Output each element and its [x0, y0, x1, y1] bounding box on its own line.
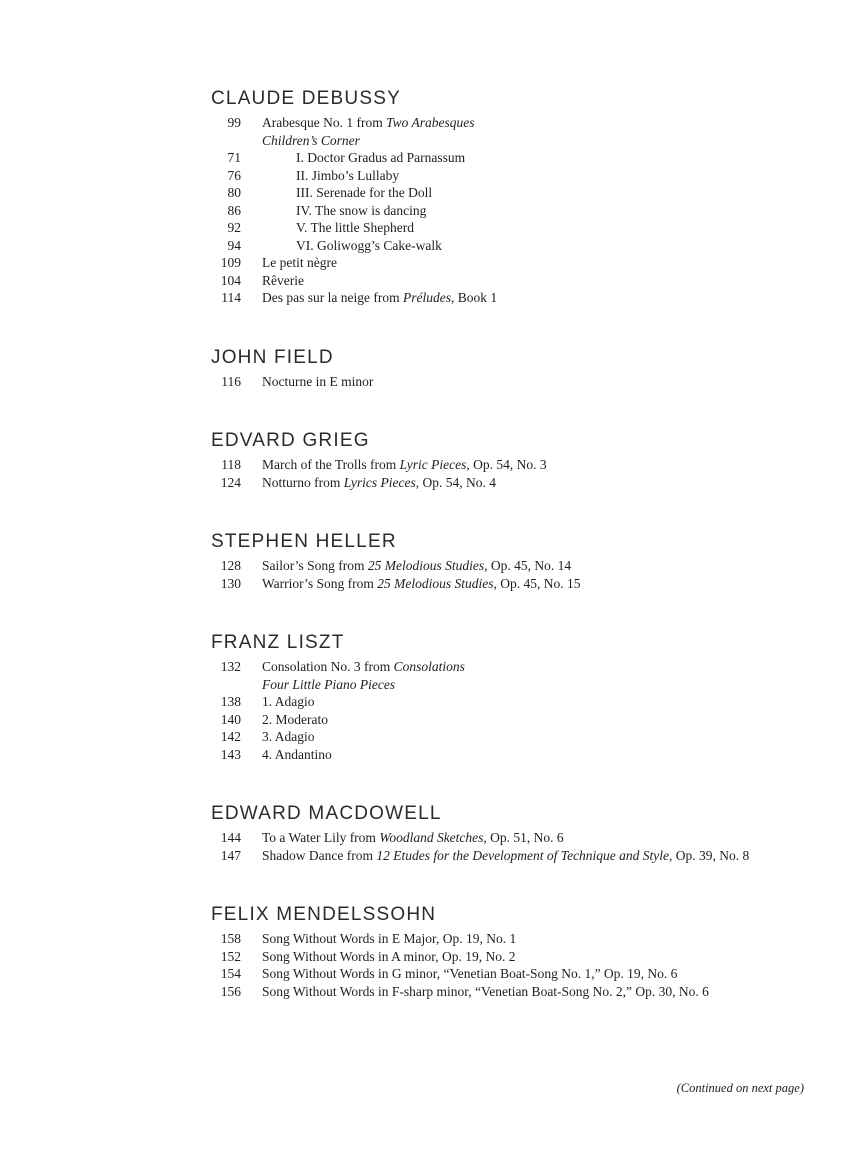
toc-sections	[211, 88, 806, 1000]
composer-section	[211, 88, 806, 307]
entry-title	[262, 693, 315, 711]
entry-title	[262, 237, 442, 255]
title-segment: 1. Adagio	[262, 694, 315, 709]
entry-page-number: 156	[220, 983, 241, 999]
entry-title	[262, 474, 496, 492]
toc-entry	[211, 658, 806, 676]
entry-title	[262, 676, 395, 694]
title-segment: Sailor’s Song from	[262, 558, 368, 573]
title-italic-segment: Lyrics Pieces	[343, 474, 416, 490]
composer-heading: STEPHEN HELLER	[211, 531, 397, 552]
toc-entry	[211, 373, 806, 391]
entry-page-number: 130	[220, 575, 241, 591]
entry-title	[262, 202, 426, 220]
toc-entry	[211, 167, 806, 185]
title-segment: Song Without Words in E Major, Op. 19, No. 1	[262, 931, 517, 946]
title-italic-segment: Four Little Piano Pieces	[262, 676, 396, 692]
entry-page-number: 76	[227, 167, 241, 183]
title-segment: II. Jimbo’s Lullaby	[296, 167, 400, 183]
entry-page-number: 140	[220, 711, 241, 727]
title-segment: , Book 1	[450, 290, 498, 305]
composer-section	[211, 347, 806, 391]
title-italic-segment: Lyric Pieces	[399, 457, 467, 472]
entry-title	[262, 132, 360, 150]
entry-page-number: 99	[227, 115, 241, 130]
title-segment: , Op. 45, No. 14	[484, 558, 572, 573]
toc-entry	[211, 132, 806, 150]
composer-heading: JOHN FIELD	[211, 346, 334, 368]
title-segment: , Op. 54, No. 3	[466, 457, 547, 472]
toc-entry	[211, 184, 806, 202]
entry-page-number: 138	[220, 694, 241, 709]
entry-page-number: 94	[227, 237, 241, 253]
entry-page-number: 71	[227, 150, 241, 165]
entry-title	[262, 219, 414, 237]
entry-title	[262, 575, 581, 593]
entry-title	[262, 930, 516, 948]
title-segment: Nocturne in E minor	[262, 373, 374, 389]
entry-page-number: 144	[220, 830, 241, 845]
entry-title	[262, 728, 315, 746]
title-italic-segment: 25 Melodious Studies	[367, 558, 485, 573]
entry-title	[262, 167, 399, 185]
toc-entry	[211, 983, 806, 1001]
title-italic-segment: Woodland Sketches	[379, 830, 484, 845]
toc-entry	[211, 930, 806, 948]
composer-section	[211, 904, 806, 1000]
toc-entry	[211, 847, 806, 865]
composer-section	[211, 803, 806, 864]
entry-title	[262, 149, 465, 167]
toc-entry	[211, 676, 806, 694]
entry-title	[262, 746, 332, 764]
entry-page-number: 80	[227, 185, 241, 200]
entry-page-number: 132	[220, 659, 241, 674]
entry-page-number: 104	[220, 272, 241, 288]
entry-title	[262, 373, 373, 391]
entry-title	[262, 272, 304, 290]
title-segment: , Op. 39, No. 8	[669, 847, 750, 863]
entry-page-number: 128	[220, 558, 241, 573]
entry-page-number: 109	[220, 255, 241, 270]
title-segment: March of the Trolls from	[262, 457, 400, 472]
toc-entry	[211, 948, 806, 966]
entry-page-number: 152	[220, 948, 241, 964]
title-segment: I. Doctor Gradus ad Parnassum	[296, 150, 466, 165]
entry-page-number: 118	[221, 457, 241, 472]
toc-entry	[211, 237, 806, 255]
continued-note: (Continued on next page)	[676, 1081, 804, 1095]
toc-entry	[211, 456, 806, 474]
toc-entry	[211, 728, 806, 746]
composer-heading: CLAUDE DEBUSSY	[211, 88, 401, 109]
title-segment: Arabesque No. 1 from	[262, 115, 387, 130]
toc-entry	[211, 965, 806, 983]
title-segment: Warrior’s Song from	[262, 575, 378, 591]
title-italic-segment: 12 Etudes for the Development of Technique and Style	[376, 847, 670, 863]
entry-page-number: 124	[220, 474, 241, 490]
title-italic-segment: 25 Melodious Studies	[377, 575, 494, 591]
entry-title	[262, 711, 328, 729]
title-segment: V. The little Shepherd	[296, 220, 414, 235]
composer-heading: EDWARD MACDOWELL	[211, 803, 442, 824]
toc-entry	[211, 219, 806, 237]
title-segment: Song Without Words in A minor, Op. 19, No. 2	[262, 948, 516, 964]
composer-section	[211, 632, 806, 763]
toc-entry	[211, 114, 806, 132]
title-segment: Song Without Words in G minor, “Venetian Boat-Song No. 1,” Op. 19, No. 6	[262, 966, 678, 981]
entry-page-number: 154	[220, 966, 241, 981]
title-segment: Des pas sur la neige from	[262, 290, 403, 305]
toc-entry	[211, 693, 806, 711]
toc-entry	[211, 557, 806, 575]
entry-title	[262, 557, 571, 575]
title-segment: Le petit nègre	[262, 255, 337, 270]
composer-section	[211, 531, 806, 592]
toc-entry	[211, 829, 806, 847]
toc-entry	[211, 289, 806, 307]
entry-title	[262, 658, 465, 676]
title-segment: To a Water Lily from	[262, 830, 380, 845]
title-segment: Consolation No. 3 from	[262, 659, 394, 674]
toc-entry	[211, 272, 806, 290]
entry-page-number: 114	[221, 290, 241, 305]
title-segment: Shadow Dance from	[262, 847, 377, 863]
entry-title	[262, 456, 547, 474]
entry-page-number: 143	[220, 746, 241, 762]
entry-page-number: 142	[220, 729, 241, 744]
title-segment: III. Serenade for the Doll	[296, 185, 433, 200]
composer-heading: EDVARD GRIEG	[211, 430, 370, 451]
entry-title	[262, 289, 497, 307]
entry-title	[262, 965, 677, 983]
composer-heading: FRANZ LISZT	[211, 632, 345, 653]
title-segment: 2. Moderato	[262, 711, 328, 727]
title-segment: , Op. 54, No. 4	[415, 474, 496, 490]
entry-page-number: 116	[221, 373, 241, 389]
entry-page-number: 86	[227, 202, 241, 218]
title-segment: Rêverie	[262, 272, 304, 288]
composer-heading: FELIX MENDELSSOHN	[211, 904, 437, 925]
title-segment: VI. Goliwogg’s Cake-walk	[296, 237, 442, 253]
title-segment: IV. The snow is dancing	[296, 202, 427, 218]
entry-title	[262, 847, 749, 865]
title-italic-segment: Consolations	[393, 659, 465, 674]
entry-page-number: 158	[220, 931, 241, 946]
entry-page-number: 147	[220, 847, 241, 863]
composer-section	[211, 430, 806, 491]
toc-entry	[211, 202, 806, 220]
entry-title	[262, 983, 709, 1001]
toc-entry	[211, 746, 806, 764]
title-segment: Song Without Words in F-sharp minor, “Venetian Boat-Song No. 2,” Op. 30, No. 6	[262, 983, 709, 999]
title-segment: 3. Adagio	[262, 729, 315, 744]
toc-entry	[211, 254, 806, 272]
entry-title	[262, 948, 515, 966]
entry-page-number: 92	[227, 220, 241, 235]
title-italic-segment: Préludes	[402, 290, 451, 305]
title-segment: Notturno from	[262, 474, 344, 490]
title-italic-segment: Children’s Corner	[262, 132, 360, 148]
toc-entry	[211, 149, 806, 167]
title-segment: , Op. 45, No. 15	[493, 575, 581, 591]
toc-entry	[211, 474, 806, 492]
title-segment: , Op. 51, No. 6	[483, 830, 564, 845]
entry-title	[262, 114, 474, 132]
entry-title	[262, 254, 337, 272]
entry-title	[262, 184, 432, 202]
toc-entry	[211, 575, 806, 593]
entry-title	[262, 829, 564, 847]
title-segment: 4. Andantino	[262, 746, 332, 762]
toc-entry	[211, 711, 806, 729]
title-italic-segment: Two Arabesques	[386, 115, 475, 130]
